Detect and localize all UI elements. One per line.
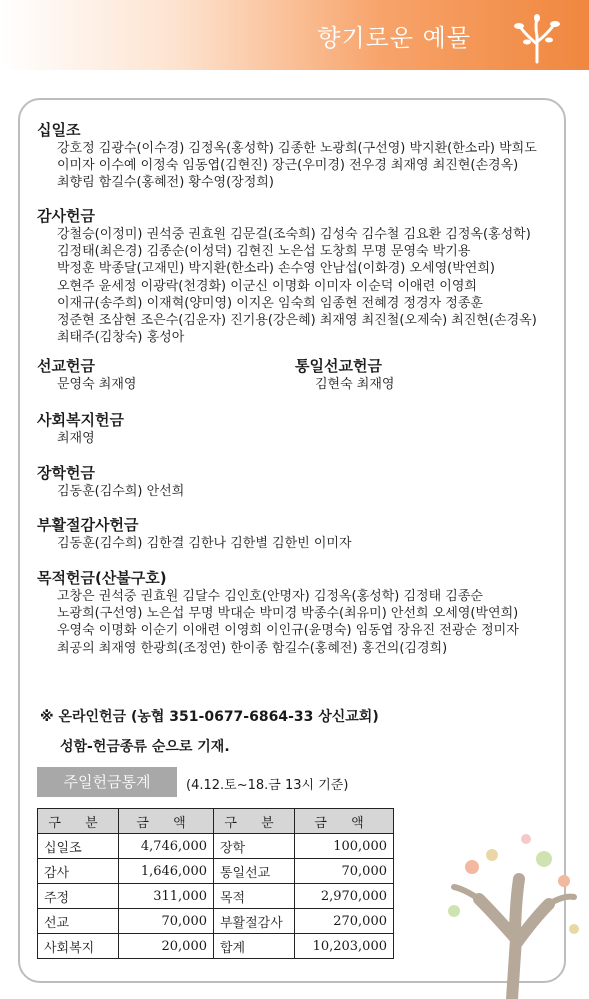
header-cell: 구 분	[214, 809, 295, 834]
table-row	[38, 934, 394, 959]
section-title: 부활절감사헌금	[37, 516, 139, 534]
amount-cell: 70,000	[119, 909, 214, 934]
category-cell: 합계	[214, 934, 295, 959]
name-line: 강호정 김광수(이수경) 김정옥(홍성학) 김종한 노광희(구선영) 박지환(한소라) 박희도	[57, 141, 537, 156]
section-title: 십일조	[37, 121, 81, 139]
page-header	[0, 0, 589, 70]
category-cell: 선교	[38, 909, 119, 934]
section-title: 목적헌금(산불구호)	[37, 569, 167, 587]
section-unification-mission	[295, 357, 394, 393]
amount-cell: 311,000	[119, 884, 214, 909]
amount-cell: 270,000	[295, 909, 394, 934]
name-line: 최태주(김창숙) 홍성아	[57, 330, 185, 346]
section-scholarship	[37, 464, 184, 500]
name-line: 이미자 이수예 이정숙 임동엽(김현진) 장근(우미경) 전우경 최재영 최진현(손경옥)	[57, 158, 519, 174]
table-row	[38, 859, 394, 884]
category-cell: 부활절감사	[214, 909, 295, 934]
category-cell: 통일선교	[214, 859, 295, 884]
amount-cell: 10,203,000	[295, 934, 394, 959]
section-wildfire-relief	[37, 569, 519, 657]
name-line: 최공의 최재영 한광희(조정연) 한이종 함길수(홍혜전) 홍건의(김경희)	[57, 640, 448, 656]
name-line: 고창은 권석중 권효원 김달수 김인호(안명자) 김정옥(홍성학) 김정태 김종순	[57, 589, 483, 604]
table-row	[38, 834, 394, 859]
category-cell: 목적	[214, 884, 295, 909]
header-title: 향기로운 예물	[317, 24, 471, 52]
name-line: 이재규(송주희) 이재혁(양미영) 이지온 임숙희 임종현 전혜경 정경자 정종훈	[57, 295, 483, 311]
header-cell: 금 액	[295, 809, 394, 834]
table-header-row	[38, 809, 394, 834]
name-line: 박정훈 박종달(고재민) 박지환(한소라) 손수영 안남섭(이화경) 오세영(박연희)	[57, 261, 495, 277]
amount-cell: 20,000	[119, 934, 214, 959]
name-line: 오현주 윤세정 이광락(천경화) 이군신 이명화 이미자 이순덕 이애련 이영희	[57, 278, 477, 294]
name-line: 최향림 함길수(홍혜전) 황수영(장정희)	[57, 175, 274, 191]
offering-stats-table	[37, 808, 394, 959]
name-line: 강철승(이정미) 권석중 권효원 김문걸(조숙희) 김성숙 김수철 김요환 김정옥(홍성학)	[57, 227, 531, 242]
section-title: 사회복지헌금	[37, 411, 124, 429]
amount-cell: 2,970,000	[295, 884, 394, 909]
section-easter	[37, 516, 352, 552]
header-cell: 금 액	[119, 809, 214, 834]
section-title: 통일선교헌금	[295, 357, 382, 375]
amount-cell: 4,746,000	[119, 834, 214, 859]
name-line: 문영숙 최재영	[57, 377, 137, 392]
table-row	[38, 909, 394, 934]
table-row	[38, 884, 394, 909]
online-offering-note: 성함-헌금종류 순으로 기재.	[60, 739, 230, 755]
name-line: 김정태(최은경) 김종순(이성덕) 김현진 노은섭 도창희 무명 문영숙 박기용	[57, 244, 471, 260]
name-line: 최재영	[57, 431, 95, 446]
name-line: 정준현 조삼현 조은수(김운자) 진기용(강은혜) 최재영 최진철(오제숙) 최진현(손경옥)	[57, 313, 537, 329]
header-cell: 구 분	[38, 809, 119, 834]
section-title: 장학헌금	[37, 464, 95, 482]
section-social-welfare	[37, 411, 124, 447]
stats-period: (4.12.토~18.금 13시 기준)	[186, 778, 349, 793]
amount-cell: 100,000	[295, 834, 394, 859]
section-thanksgiving	[37, 207, 537, 346]
name-line: 김현숙 최재영	[315, 377, 395, 392]
amount-cell: 1,646,000	[119, 859, 214, 884]
online-offering-info: ※ 온라인헌금 (농협 351-0677-6864-33 상신교회)	[40, 709, 379, 725]
sprout-icon	[507, 14, 567, 64]
section-title: 선교헌금	[37, 357, 95, 375]
name-line: 노광희(구선영) 노은섭 무명 박대순 박미경 박종수(최유미) 안선희 오세영(박연희)	[57, 606, 519, 622]
name-line: 김동훈(김수희) 김한결 김한나 김한별 김한빈 이미자	[57, 536, 352, 551]
name-line: 김동훈(김수희) 안선희	[57, 484, 185, 499]
stats-badge: 주일헌금통계	[37, 767, 177, 797]
section-title: 감사헌금	[37, 207, 95, 225]
category-cell: 주정	[38, 884, 119, 909]
category-cell: 십일조	[38, 834, 119, 859]
section-tithe	[37, 121, 537, 192]
name-line: 우영숙 이명화 이순기 이애련 이영희 이인규(윤명숙) 임동엽 장유진 전광순 정미자	[57, 623, 519, 639]
tree-decoration-icon	[424, 819, 589, 999]
category-cell: 감사	[38, 859, 119, 884]
section-mission	[37, 357, 136, 393]
category-cell: 장학	[214, 834, 295, 859]
category-cell: 사회복지	[38, 934, 119, 959]
amount-cell: 70,000	[295, 859, 394, 884]
